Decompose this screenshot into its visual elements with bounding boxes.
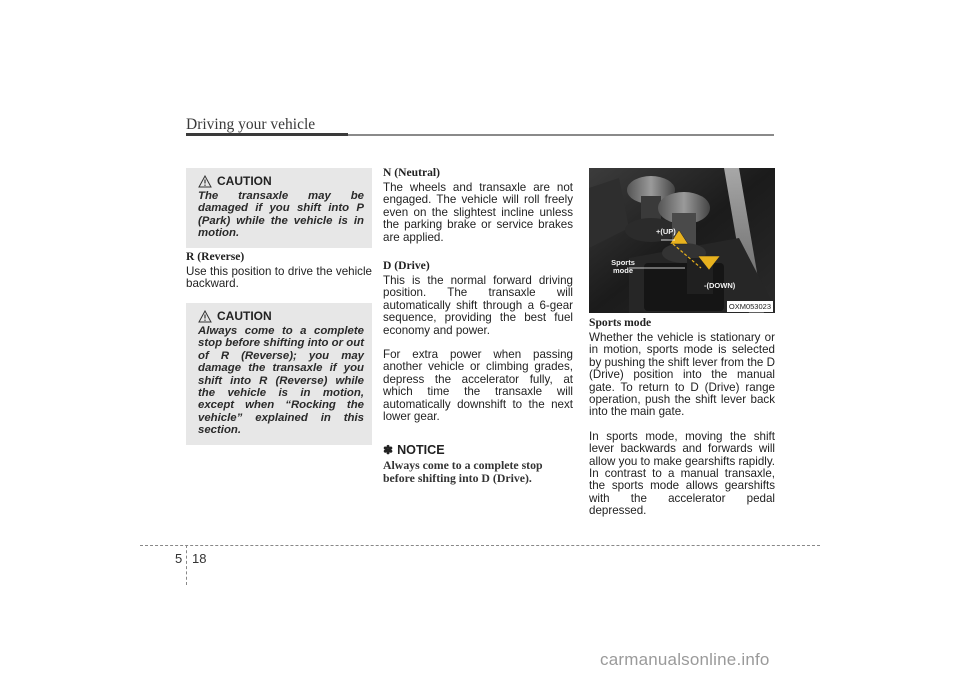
photo-label-down: -(DOWN) [704,281,736,290]
header-rule-light [348,134,774,136]
photo-label-sports: Sports mode [611,258,635,275]
drive-heading: D (Drive) [383,259,430,273]
drive-text-2: For extra power when passing another vehicle or climbing grades, depress the accelerator fully, at which time the transaxle will automatically downshift to the next lower gear. [383,348,573,424]
notice-title: NOTICE [397,442,445,457]
caution-title: CAUTION [217,174,272,188]
reverse-text: Use this position to drive the vehicle backward. [186,265,372,291]
caution-text: Always come to a complete stop before shifting into or out of R (Reverse); you may damage the transaxle if you shift into R (Reverse) while the vehicle is in motion, except when “Rocking the vehicle” explained in this section. [198,325,364,437]
photo-label-up: +(UP) [656,227,676,236]
caution-title: CAUTION [217,309,272,323]
site-watermark: carmanualsonline.info [600,650,770,669]
caution-box-park [186,168,372,248]
caution-text: The transaxle may be damaged if you shift into P (Park) while the vehicle is in motion. [198,190,364,240]
caution-header [198,309,364,323]
page-header-title: Driving your vehicle [186,116,316,133]
page-number: 18 [192,551,207,566]
reverse-heading: R (Reverse) [186,250,245,263]
sports-text-1: Whether the vehicle is stationary or in motion, sports mode is selected by pushing the shift lever from the D (Drive) position into the manual gate. To return to D (Drive) range operation, push the shift lever back into the main gate. [589,331,775,419]
section-number: 5 [175,551,183,566]
caution-box-reverse [186,303,372,445]
notice-header [383,443,573,457]
sports-section [589,316,775,518]
caution-header [198,174,364,188]
photo-code: OXM053023 [728,302,771,311]
header-rule-dark [186,133,348,136]
warning-triangle-icon [198,175,212,188]
gear-shift-illustration [589,168,775,313]
sports-heading: Sports mode [589,316,652,329]
notice-text: Always come to a complete stop before shifting into D (Drive). [383,457,543,485]
footer-rule [140,545,820,546]
notice-star-icon: ✽ [383,442,394,457]
neutral-heading: N (Neutral) [383,166,440,179]
drive-text-1: This is the normal forward driving position. The transaxle will automatically shift through a 6-gear sequence, providing the best fuel economy and power. [383,274,573,337]
warning-triangle-icon [198,310,212,323]
footer-divider [186,545,187,585]
neutral-text: The wheels and transaxle are not engaged. The vehicle will roll freely even on the slightest incline unless the parking brake or service brakes are applied. [383,181,573,244]
middle-column [383,166,573,485]
reverse-section [186,250,372,291]
sports-text-2: In sports mode, moving the shift lever backwards and forwards will allow you to make gearshifts rapidly. In contrast to a manual transaxle, the sports mode allows gearshifts with the accelerator pedal depressed. [589,429,776,518]
gear-shift-photo [589,168,775,313]
